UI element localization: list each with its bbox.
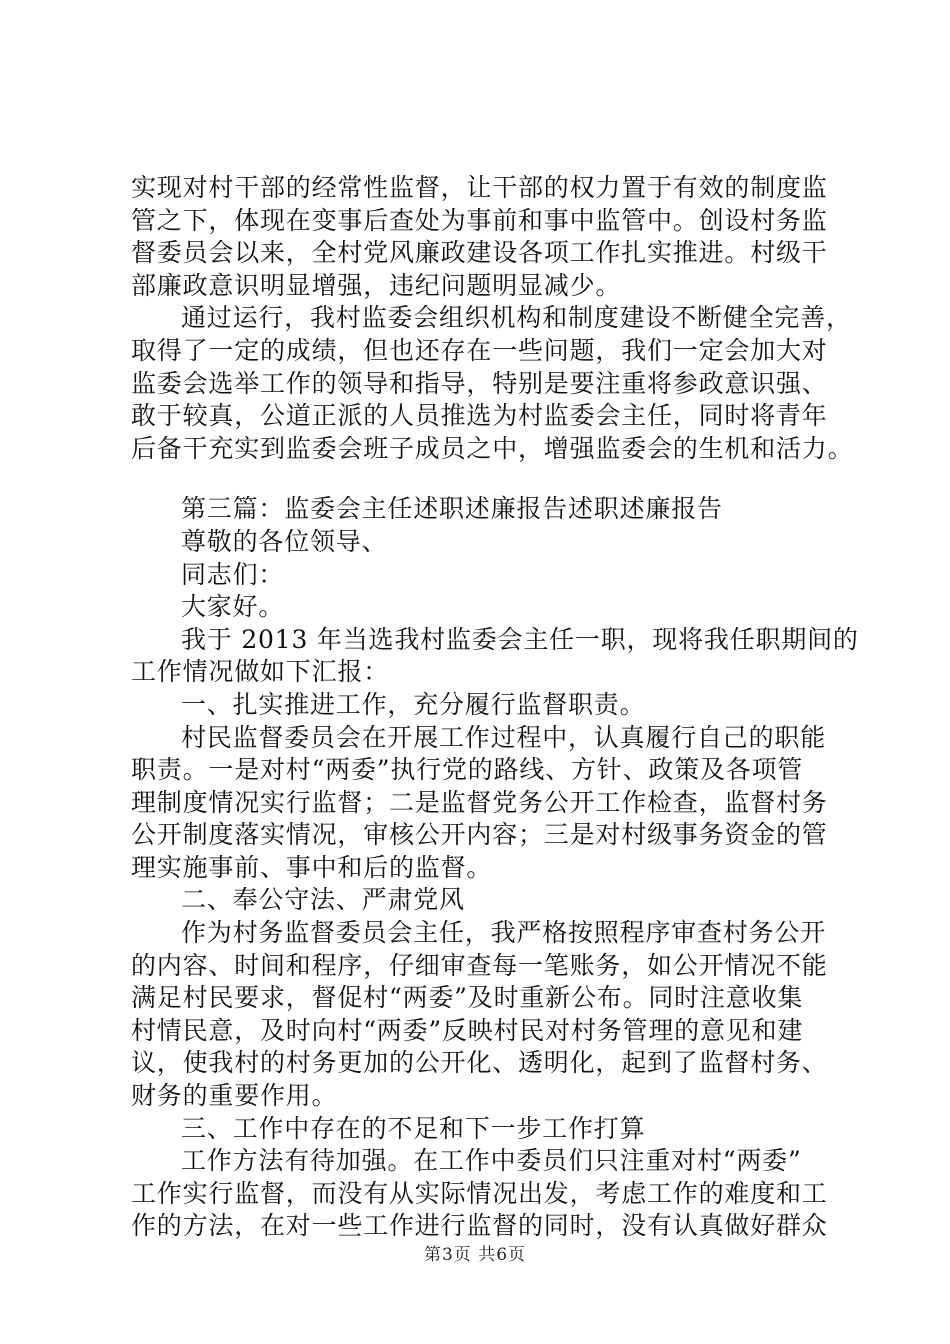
salutation: 同志们： xyxy=(181,559,285,589)
text-line: 工作实行监督，而没有从实际情况出发，考虑工作的难度和工 xyxy=(131,1178,828,1208)
section-gap xyxy=(131,465,831,493)
section-title: 第三篇：监委会主任述职述廉报告述职述廉报告 xyxy=(181,494,723,524)
text-line: 理制度情况实行监督；二是监督党务公开工作检查，监督村务 xyxy=(131,787,828,817)
text-line: 工作情况做如下汇报： xyxy=(131,657,390,687)
body-text xyxy=(131,172,859,1243)
text-line: 作为村务监督委员会主任，我严格按照程序审查村务公开 xyxy=(181,918,827,948)
text-line: 村民监督委员会在开展工作过程中，认真履行自己的职能 xyxy=(181,722,827,752)
text-line: 理实施事前、事中和后的监督。 xyxy=(131,852,493,882)
heading-3: 三、工作中存在的不足和下一步工作打算 xyxy=(181,1113,646,1143)
text-line: 的内容、时间和程序，仔细审查每一笔账务，如公开情况不能 xyxy=(131,950,828,980)
heading-2: 二、奉公守法、严肃党风 xyxy=(181,885,465,915)
text-line: 我于 2013 年当选我村监委会主任一职，现将我任职期间的 xyxy=(181,624,859,654)
text-line: 取得了一定的成绩，但也还存在一些问题，我们一定会加大对 xyxy=(131,335,828,365)
salutation: 尊敬的各位领导、 xyxy=(181,526,388,556)
text-line: 工作方法有待加强。在工作中委员们只注重对村“两委” xyxy=(181,1146,802,1176)
text-line: 监委会选举工作的领导和指导，特别是要注重将参政意识强、 xyxy=(131,368,828,398)
text-line: 敢于较真，公道正派的人员推选为村监委会主任，同时将青年 xyxy=(131,401,828,431)
text-line: 后备干充实到监委会班子成员之中，增强监委会的生机和活力。 xyxy=(131,433,854,463)
text-line: 实现对村干部的经常性监督，让干部的权力置于有效的制度监 xyxy=(131,173,828,202)
heading-1: 一、扎实推进工作，充分履行监督职责。 xyxy=(181,689,646,719)
text-line: 满足村民要求，督促村“两委”及时重新公布。同时注意收集 xyxy=(131,983,804,1013)
text-line: 议，使我村的村务更加的公开化、透明化，起到了监督村务、 xyxy=(131,1048,828,1078)
text-line: 作的方法，在对一些工作进行监督的同时，没有认真做好群众 xyxy=(131,1211,828,1241)
text-line: 管之下，体现在变事后查处为事前和事中监管中。创设村务监 xyxy=(131,205,828,235)
text-line: 公开制度落实情况，审核公开内容；三是对村级事务资金的管 xyxy=(131,820,828,850)
text-line: 财务的重要作用。 xyxy=(131,1081,338,1111)
text-line: 部廉政意识明显增强，违纪问题明显减少。 xyxy=(131,270,622,300)
greeting: 大家好。 xyxy=(181,592,285,622)
text-line: 督委员会以来，全村党风廉政建设各项工作扎实推进。村级干 xyxy=(131,238,828,268)
text-line: 职责。一是对村“两委”执行党的路线、方针、政策及各项管 xyxy=(131,755,804,785)
text-line: 村情民意，及时向村“两委”反映村民对村务管理的意见和建 xyxy=(131,1015,804,1045)
text-line: 通过运行，我村监委会组织机构和制度建设不断健全完善， xyxy=(181,303,852,333)
page-footer: 第3页 共6页 xyxy=(423,1245,527,1265)
